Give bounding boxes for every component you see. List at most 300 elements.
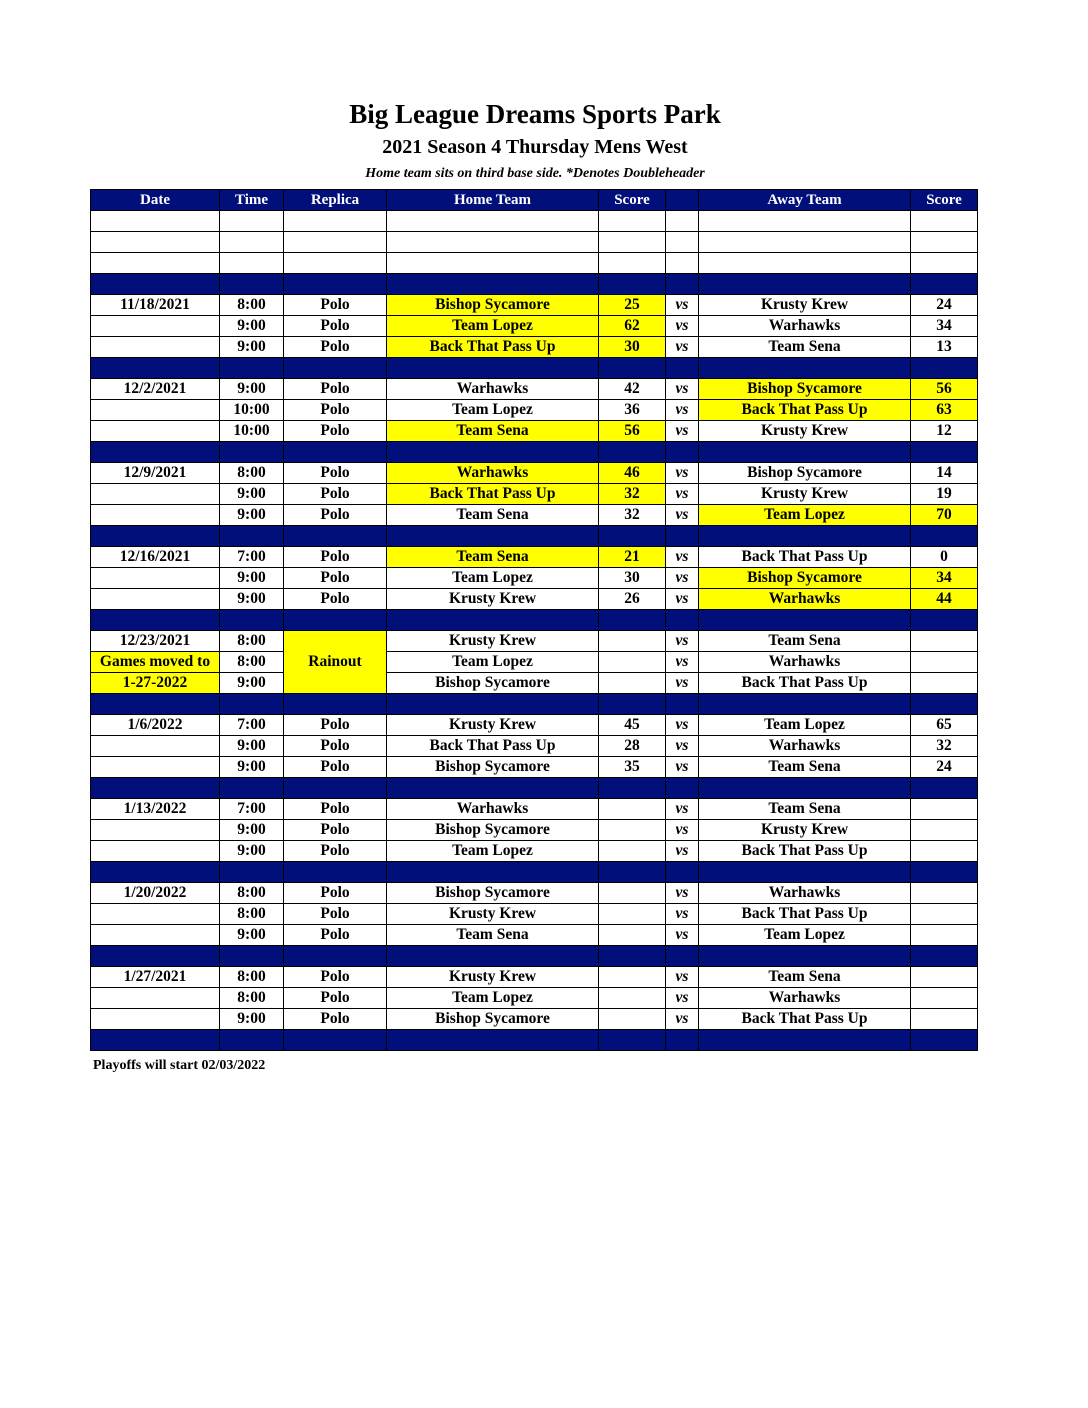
home-score-cell [599,799,666,820]
field-cell: Polo [284,799,387,820]
home-team-cell: Team Lopez [387,568,599,589]
away-team-cell: Team Sena [699,799,911,820]
away-score-cell [911,967,978,988]
away-team-cell: Team Lopez [699,925,911,946]
game-row [91,547,978,568]
blank-cell [666,1030,699,1051]
home-team-cell: Team Lopez [387,316,599,337]
date-cell [91,337,220,358]
date-cell [91,988,220,1009]
away-score-cell: 12 [911,421,978,442]
blank-cell [699,232,911,253]
vs-label: vs [666,988,699,1009]
blank-cell [284,694,387,715]
game-row [91,652,978,673]
away-team-cell: Team Sena [699,757,911,778]
col-home-score: Score [599,190,666,211]
blank-cell [911,694,978,715]
blank-cell [387,778,599,799]
game-row [91,820,978,841]
game-row [91,379,978,400]
away-team-cell: Krusty Krew [699,484,911,505]
blank-cell [91,232,220,253]
date-cell: 1/27/2021 [91,967,220,988]
vs-label: vs [666,799,699,820]
blank-cell [599,253,666,274]
blank-cell [699,274,911,295]
blank-cell [220,778,284,799]
blank-cell [387,946,599,967]
blank-cell [387,232,599,253]
game-row [91,295,978,316]
home-score-cell: 56 [599,421,666,442]
blank-cell [387,1030,599,1051]
blank-cell [699,862,911,883]
week-separator [91,358,978,379]
time-cell: 8:00 [220,988,284,1009]
field-cell: Polo [284,505,387,526]
vs-label: vs [666,967,699,988]
time-cell: 9:00 [220,736,284,757]
time-cell: 8:00 [220,652,284,673]
date-cell: 12/2/2021 [91,379,220,400]
vs-label: vs [666,379,699,400]
home-score-cell: 32 [599,505,666,526]
blank-cell [911,442,978,463]
away-score-cell [911,820,978,841]
blank-cell [91,862,220,883]
col-replica: Replica [284,190,387,211]
home-score-cell: 36 [599,400,666,421]
away-team-cell: Back That Pass Up [699,673,911,694]
blank-cell [91,442,220,463]
home-team-cell: Team Sena [387,925,599,946]
blank-cell [599,778,666,799]
date-cell: 1/6/2022 [91,715,220,736]
time-cell: 8:00 [220,967,284,988]
blank-cell [91,946,220,967]
blank-cell [284,358,387,379]
home-score-cell: 46 [599,463,666,484]
playoffs-note: Playoffs will start 02/03/2022 [93,1058,266,1073]
blank-cell [220,862,284,883]
away-team-cell: Warhawks [699,316,911,337]
away-team-cell: Warhawks [699,736,911,757]
away-team-cell: Krusty Krew [699,295,911,316]
field-cell: Polo [284,379,387,400]
blank-cell [91,778,220,799]
time-cell: 8:00 [220,631,284,652]
week-separator [91,442,978,463]
date-cell [91,925,220,946]
date-cell: 12/23/2021 [91,631,220,652]
blank-cell [599,694,666,715]
home-score-cell: 30 [599,568,666,589]
game-row [91,463,978,484]
home-score-cell [599,925,666,946]
blank-cell [911,211,978,232]
away-score-cell [911,841,978,862]
away-team-cell: Bishop Sycamore [699,379,911,400]
blank-cell [91,211,220,232]
week-separator [91,862,978,883]
home-team-cell: Bishop Sycamore [387,1009,599,1030]
blank-cell [220,232,284,253]
time-cell: 9:00 [220,589,284,610]
page-title: Big League Dreams Sports Park [349,99,721,129]
field-cell: Polo [284,757,387,778]
home-team-cell: Team Lopez [387,400,599,421]
blank-cell [284,211,387,232]
blank-cell [699,442,911,463]
week-separator [91,526,978,547]
game-row [91,757,978,778]
home-score-cell [599,988,666,1009]
blank-cell [666,946,699,967]
field-cell: Polo [284,316,387,337]
home-score-cell: 30 [599,337,666,358]
field-cell: Polo [284,337,387,358]
home-team-cell: Back That Pass Up [387,736,599,757]
away-team-cell: Warhawks [699,988,911,1009]
away-team-cell: Team Lopez [699,715,911,736]
blank-cell [220,694,284,715]
week-separator [91,694,978,715]
vs-label: vs [666,316,699,337]
home-team-cell: Team Sena [387,505,599,526]
home-team-cell: Team Sena [387,421,599,442]
home-score-cell [599,652,666,673]
week-separator [91,610,978,631]
game-row [91,337,978,358]
blank-cell [284,526,387,547]
week-separator [91,778,978,799]
away-team-cell: Team Lopez [699,505,911,526]
home-team-cell: Krusty Krew [387,715,599,736]
blank-cell [284,442,387,463]
away-team-cell: Bishop Sycamore [699,463,911,484]
blank-cell [699,253,911,274]
date-cell [91,757,220,778]
blank-cell [911,526,978,547]
away-team-cell: Warhawks [699,652,911,673]
field-cell: Polo [284,421,387,442]
home-team-cell: Krusty Krew [387,904,599,925]
home-team-cell: Krusty Krew [387,631,599,652]
away-score-cell: 44 [911,589,978,610]
time-cell: 8:00 [220,883,284,904]
away-score-cell: 13 [911,337,978,358]
field-cell: Polo [284,400,387,421]
game-row [91,400,978,421]
empty-row [91,253,978,274]
col-date: Date [91,190,220,211]
time-cell: 8:00 [220,295,284,316]
home-score-cell: 28 [599,736,666,757]
away-team-cell: Back That Pass Up [699,841,911,862]
blank-cell [387,526,599,547]
home-score-cell: 45 [599,715,666,736]
vs-label: vs [666,589,699,610]
away-team-cell: Warhawks [699,589,911,610]
blank-cell [220,946,284,967]
vs-label: vs [666,505,699,526]
home-team-cell: Warhawks [387,799,599,820]
vs-label: vs [666,841,699,862]
blank-cell [699,778,911,799]
away-team-cell: Team Sena [699,967,911,988]
table-header-row [91,190,978,211]
blank-cell [220,610,284,631]
empty-row [91,232,978,253]
date-cell [91,421,220,442]
away-score-cell: 34 [911,316,978,337]
blank-cell [699,610,911,631]
week-separator [91,946,978,967]
away-score-cell: 14 [911,463,978,484]
home-team-cell: Bishop Sycamore [387,883,599,904]
blank-cell [284,274,387,295]
away-team-cell: Warhawks [699,883,911,904]
away-score-cell: 63 [911,400,978,421]
game-row [91,316,978,337]
home-score-cell [599,673,666,694]
vs-label: vs [666,883,699,904]
away-score-cell: 24 [911,295,978,316]
col-time: Time [220,190,284,211]
home-score-cell [599,967,666,988]
date-cell [91,505,220,526]
home-score-cell [599,841,666,862]
home-score-cell: 42 [599,379,666,400]
time-cell: 8:00 [220,904,284,925]
blank-cell [387,253,599,274]
away-score-cell [911,1009,978,1030]
date-cell: 1/13/2022 [91,799,220,820]
date-cell [91,568,220,589]
game-row [91,883,978,904]
blank-cell [666,610,699,631]
vs-label: vs [666,820,699,841]
away-score-cell: 24 [911,757,978,778]
blank-cell [666,358,699,379]
home-score-cell: 62 [599,316,666,337]
blank-cell [599,1030,666,1051]
blank-cell [387,862,599,883]
blank-cell [284,946,387,967]
vs-label: vs [666,673,699,694]
game-row [91,841,978,862]
game-row [91,967,978,988]
col-vs [666,190,699,211]
blank-cell [220,526,284,547]
vs-label: vs [666,1009,699,1030]
time-cell: 9:00 [220,820,284,841]
game-row [91,904,978,925]
field-cell: Polo [284,568,387,589]
field-cell: Polo [284,883,387,904]
vs-label: vs [666,400,699,421]
blank-cell [911,862,978,883]
blank-cell [91,526,220,547]
blank-cell [599,862,666,883]
game-row [91,505,978,526]
date-cell [91,316,220,337]
blank-cell [666,862,699,883]
vs-label: vs [666,484,699,505]
home-team-cell: Team Sena [387,547,599,568]
time-cell: 9:00 [220,316,284,337]
game-row [91,799,978,820]
home-score-cell [599,820,666,841]
home-team-cell: Back That Pass Up [387,484,599,505]
schedule-body [91,211,978,1051]
empty-row [91,211,978,232]
vs-label: vs [666,295,699,316]
date-cell: 11/18/2021 [91,295,220,316]
blank-cell [284,610,387,631]
away-score-cell: 56 [911,379,978,400]
time-cell: 9:00 [220,484,284,505]
field-cell: Polo [284,715,387,736]
blank-cell [284,1030,387,1051]
date-cell [91,589,220,610]
date-cell [91,904,220,925]
blank-cell [91,358,220,379]
blank-cell [911,253,978,274]
home-team-cell: Team Lopez [387,652,599,673]
blank-cell [699,946,911,967]
date-cell: 12/16/2021 [91,547,220,568]
blank-cell [911,946,978,967]
blank-cell [387,358,599,379]
blank-cell [220,211,284,232]
blank-cell [599,211,666,232]
blank-cell [911,232,978,253]
date-cell: 1/20/2022 [91,883,220,904]
blank-cell [666,232,699,253]
blank-cell [220,274,284,295]
blank-cell [387,610,599,631]
time-cell: 8:00 [220,463,284,484]
blank-cell [599,610,666,631]
blank-cell [91,610,220,631]
blank-cell [599,442,666,463]
time-cell: 7:00 [220,715,284,736]
blank-cell [220,358,284,379]
blank-cell [666,253,699,274]
blank-cell [387,274,599,295]
time-cell: 9:00 [220,757,284,778]
field-cell: Polo [284,988,387,1009]
vs-label: vs [666,652,699,673]
time-cell: 9:00 [220,925,284,946]
game-row [91,988,978,1009]
time-cell: 9:00 [220,505,284,526]
away-team-cell: Bishop Sycamore [699,568,911,589]
away-score-cell [911,925,978,946]
field-cell: Polo [284,295,387,316]
blank-cell [911,610,978,631]
vs-label: vs [666,337,699,358]
time-cell: 9:00 [220,337,284,358]
game-row [91,568,978,589]
blank-cell [699,358,911,379]
away-score-cell: 0 [911,547,978,568]
blank-cell [599,526,666,547]
home-score-cell: 25 [599,295,666,316]
blank-cell [699,211,911,232]
home-score-cell [599,904,666,925]
blank-cell [91,1030,220,1051]
field-cell: Polo [284,484,387,505]
away-score-cell [911,883,978,904]
blank-cell [220,1030,284,1051]
game-row [91,484,978,505]
blank-cell [599,274,666,295]
blank-cell [387,211,599,232]
away-team-cell: Team Sena [699,337,911,358]
blank-cell [666,274,699,295]
away-score-cell: 32 [911,736,978,757]
field-cell: Polo [284,589,387,610]
blank-cell [666,694,699,715]
blank-cell [387,694,599,715]
blank-cell [666,778,699,799]
home-team-cell: Team Lopez [387,988,599,1009]
date-cell [91,736,220,757]
away-score-cell: 65 [911,715,978,736]
blank-cell [599,358,666,379]
blank-cell [284,778,387,799]
game-row [91,421,978,442]
game-row [91,736,978,757]
time-cell: 9:00 [220,841,284,862]
home-team-cell: Warhawks [387,379,599,400]
blank-cell [666,526,699,547]
date-cell [91,400,220,421]
field-cell: Polo [284,841,387,862]
field-cell: Polo [284,967,387,988]
blank-cell [699,1030,911,1051]
home-score-cell [599,883,666,904]
home-score-cell: 21 [599,547,666,568]
away-score-cell [911,652,978,673]
time-cell: 10:00 [220,421,284,442]
week-separator [91,1030,978,1051]
date-cell [91,841,220,862]
away-team-cell: Krusty Krew [699,421,911,442]
away-team-cell: Back That Pass Up [699,904,911,925]
home-team-cell: Back That Pass Up [387,337,599,358]
blank-cell [220,442,284,463]
away-score-cell [911,631,978,652]
home-score-cell [599,1009,666,1030]
moved-note: Games moved to [91,652,220,673]
blank-cell [387,442,599,463]
time-cell: 7:00 [220,547,284,568]
blank-cell [599,946,666,967]
home-team-cell: Krusty Krew [387,967,599,988]
blank-cell [699,526,911,547]
moved-date: 1-27-2022 [91,673,220,694]
blank-cell [666,442,699,463]
vs-label: vs [666,547,699,568]
field-cell: Polo [284,1009,387,1030]
time-cell: 10:00 [220,400,284,421]
game-row [91,589,978,610]
home-team-cell: Bishop Sycamore [387,757,599,778]
